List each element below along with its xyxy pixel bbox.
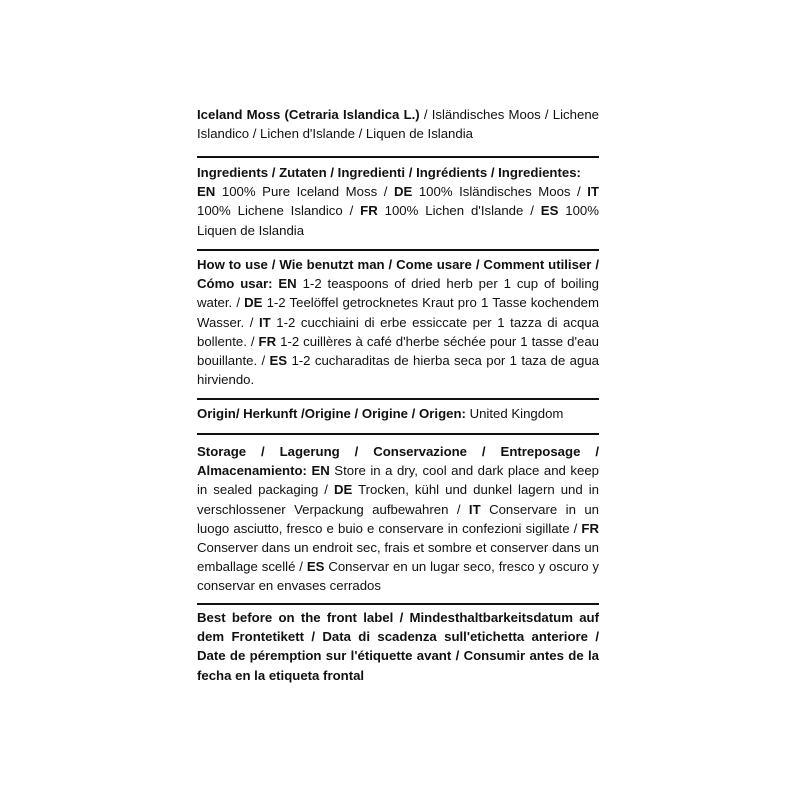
- ingredients-heading: Ingredients / Zutaten / Ingredienti / Ingrédients / Ingredientes:: [197, 165, 581, 180]
- title-latin-name: Iceland Moss (Cetraria Islandica L.): [197, 107, 420, 122]
- how-to-use-de: 1-2 Teelöffel getrocknetes Kraut pro 1 Tasse kochendem Wasser. /: [197, 295, 599, 330]
- lang-code-fr: FR: [258, 333, 277, 349]
- origin-section: [197, 404, 599, 423]
- divider: [197, 398, 599, 400]
- lang-code-it: IT: [468, 501, 481, 517]
- how-to-use-en: 1-2 teaspoons of dried herb per 1 cup of boiling water. /: [197, 276, 599, 311]
- lang-code-es: ES: [306, 559, 325, 575]
- lang-code-en: EN: [311, 463, 330, 479]
- storage-it: Conservare in un luogo asciutto, fresco e buio e conservare in confezioni sigillate /: [197, 501, 599, 536]
- divider: [197, 603, 599, 605]
- how-to-use-fr: 1-2 cuillères à café d'herbe séchée pour 1 tasse d'eau bouillante. /: [197, 333, 599, 369]
- lang-code-en: EN: [278, 276, 297, 292]
- how-to-use-heading: How to use / Wie benutzt man / Come usare / Comment utiliser / Cómo usar:: [197, 257, 599, 292]
- ingredients-section: [197, 163, 599, 240]
- ingredients-it: 100% Lichene Islandico /: [197, 203, 361, 219]
- how-to-use-section: [197, 255, 599, 389]
- best-before-text: Best before on the front label / Mindesthaltbarkeitsdatum auf dem Frontetikett / Data di scadenza sull'etichetta anteriore / Date de péremption sur l'étiquette avant / Consumir antes de la fecha en la etiqueta frontal: [197, 610, 599, 683]
- origin-heading: Origin/ Herkunft /Origine / Origine / Origen:: [197, 406, 466, 421]
- storage-section: [197, 442, 599, 596]
- divider: [197, 249, 599, 251]
- storage-fr: Conserver dans un endroit sec, frais et sombre et conserver dans un emballage scellé /: [197, 540, 599, 575]
- storage-heading: Storage / Lagerung / Conservazione / Entreposage / Almacenamiento:: [197, 444, 599, 479]
- product-title: [197, 105, 599, 143]
- lang-code-it: IT: [258, 314, 271, 330]
- best-before-section: [197, 608, 599, 685]
- lang-code-es: ES: [269, 353, 288, 369]
- how-to-use-es: 1-2 cucharaditas de hierba seca por 1 taza de agua hirviendo.: [197, 353, 599, 388]
- ingredients-es: 100% Liquen de Islandia: [197, 203, 599, 238]
- lang-code-it: IT: [587, 184, 600, 200]
- how-to-use-it: 1-2 cucchiaini di erbe essiccate per 1 tazza di acqua bollente. /: [197, 314, 599, 349]
- lang-code-fr: FR: [360, 203, 378, 219]
- lang-code-en: EN: [197, 184, 216, 200]
- ingredients-en: 100% Pure Iceland Moss /: [215, 184, 394, 200]
- divider: [197, 433, 599, 435]
- lang-code-fr: FR: [581, 520, 599, 536]
- lang-code-de: DE: [333, 482, 353, 498]
- storage-es: Conservar en un lugar seco, fresco y oscuro y conservar en envases cerrados: [197, 559, 599, 594]
- ingredients-fr: 100% Lichen d'Islande /: [377, 203, 541, 219]
- lang-code-de: DE: [244, 295, 263, 311]
- origin-value: United Kingdom: [465, 406, 564, 421]
- storage-de: Trocken, kühl und dunkel lagern und in verschlossener Verpackung aufbewahren /: [197, 482, 599, 517]
- storage-en: Store in a dry, cool and dark place and keep in sealed packaging /: [197, 463, 599, 498]
- lang-code-es: ES: [540, 203, 559, 219]
- lang-code-de: DE: [393, 184, 413, 200]
- divider: [197, 156, 599, 158]
- ingredients-de: 100% Isländisches Moos /: [412, 184, 588, 200]
- title-translations: / Isländisches Moos / Lichene Islandico / Lichen d'Islande / Liquen de Islandia: [197, 107, 599, 142]
